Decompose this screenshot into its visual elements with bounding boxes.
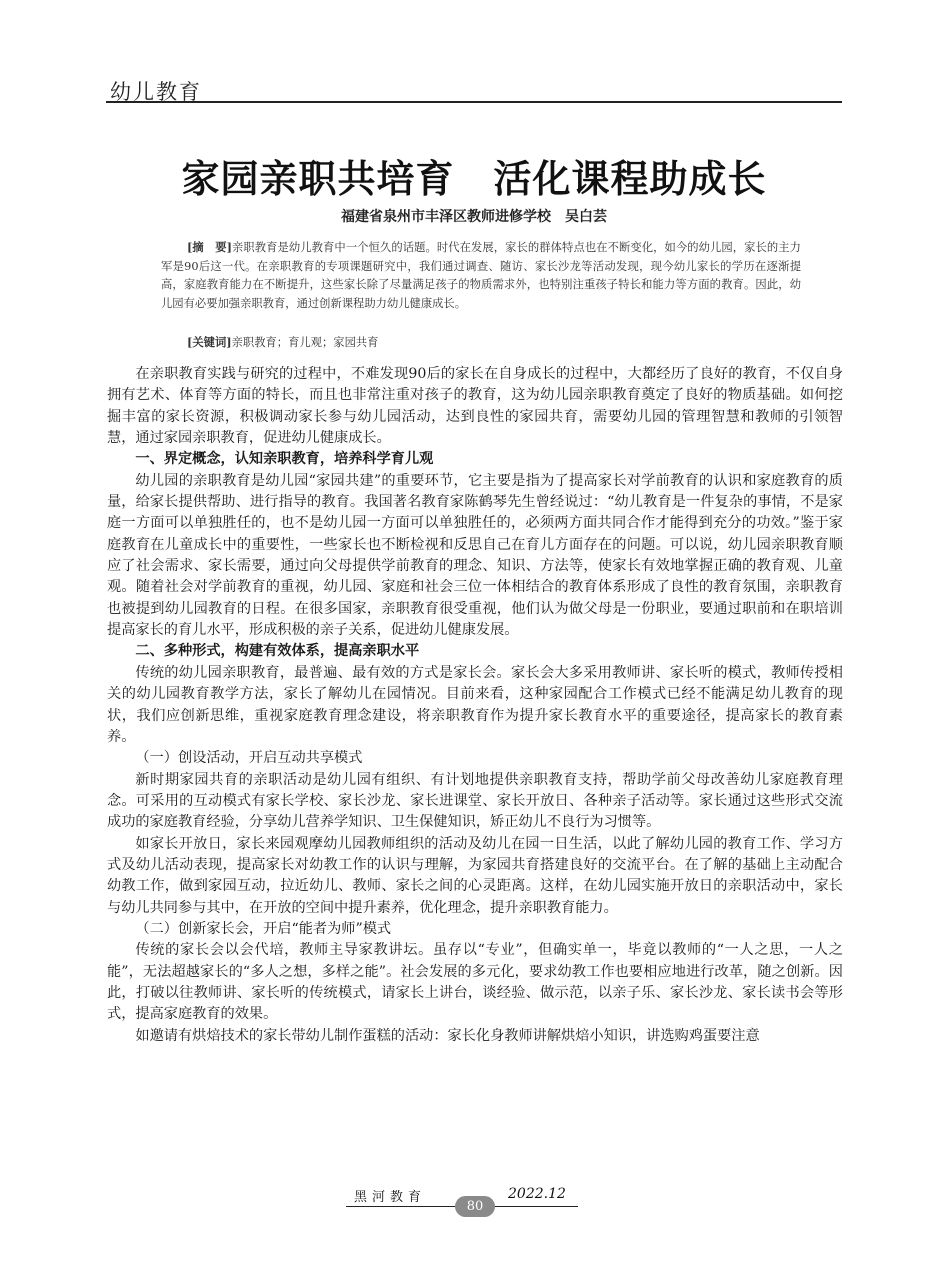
article-author: 福建省泉州市丰泽区教师进修学校 吴白芸 — [341, 209, 607, 225]
footer-issue-date: 2022.12 — [508, 1186, 566, 1202]
page-footer — [346, 1186, 578, 1216]
article-body — [107, 364, 843, 1047]
paragraph: 如邀请有烘焙技术的家长带幼儿制作蛋糕的活动：家长化身教师讲解烘焙小知识，讲选购鸡蛋要注意 — [135, 1027, 760, 1044]
abstract — [161, 238, 801, 313]
paragraph: 幼儿园的亲职教育是幼儿园“家园共建”的重要环节，它主要是指为了提高家长对学前教育的认识和家庭教育的质量，给家长提供帮助、进行指导的教育。我国著名教育家陈鹤琴先生曾经说过：“幼儿教育是一件复杂的事情，不是家庭一方面可以单独胜任的，也不是幼儿园一方面可以单独胜任的，必须两方面共同合作才能得到充分的功效。”鉴于家庭教育在儿童成长中的重要性，一些家长也不断检视和反思自己在育儿方面存在的问题。可以说，幼儿园亲职教育顺应了社会需求、家长需要，通过向父母提供学前教育的理念、知识、方法等，使家长有效地掌握正确的教育观、儿童观。随着社会对学前教育的重视，幼儿园、家庭和社会三位一体相结合的教育体系形成了良性的教育氛围，亲职教育也被提到幼儿园教育的日程。在很多国家，亲职教育很受重视，他们认为做父母是一份职业，要通过职前和在职培训提高家长的育儿水平，形成积极的亲子关系，促进幼儿健康发展。 — [107, 472, 843, 639]
subsection-heading: （一）创设活动，开启互动共享模式 — [135, 750, 363, 767]
paragraph: 传统的幼儿园亲职教育，最普遍、最有效的方式是家长会。家长会大多采用教师讲、家长听的模式，教师传授相关的幼儿园教育教学方法，家长了解幼儿在园情况。目前来看，这种家园配合工作模式已经不能满足幼儿教育的现状，我们应创新思维，重视家庭教育理念建设，将亲职教育作为提升家长教育水平的重要途径，提高家长的教育素养。 — [107, 664, 843, 745]
paragraph: 新时期家园共育的亲职活动是幼儿园有组织、有计划地提供亲职教育支持，帮助学前父母改善幼儿家庭教育理念。可采用的互动模式有家长学校、家长沙龙、家长进课堂、家长开放日、各种亲子活动等。家长通过这些形式交流成功的家庭教育经验，分享幼儿营养学知识、卫生保健知识，矫正幼儿不良行为习惯等。 — [107, 771, 843, 831]
page-number-badge: 80 — [455, 1196, 495, 1217]
paragraph: 在亲职教育实践与研究的过程中，不难发现90后的家长在自身成长的过程中，大都经历了良好的教育，不仅自身拥有艺术、体育等方面的特长，而且也非常注重对孩子的教育，这为幼儿园亲职教育奠定了良好的物质基础。如何挖掘丰富的家长资源，积极调动家长参与幼儿园活动，达到良性的家园共育，需要幼儿园的管理智慧和教师的引领智慧，通过家园亲职教育，促进幼儿健康成长。 — [107, 366, 843, 447]
keywords — [187, 333, 797, 353]
section-tag: 幼儿教育 — [110, 80, 202, 104]
section-heading: 一、界定概念，认知亲职教育，培养科学育儿观 — [135, 451, 434, 468]
section-heading: 二、多种形式，构建有效体系，提高亲职水平 — [135, 643, 420, 660]
abstract-text: 亲职教育是幼儿教育中一个恒久的话题。时代在发展，家长的群体特点也在不断变化，如今的幼儿园，家长的主力军是90后这一代。在亲职教育的专项课题研究中，我们通过调查、随访、家长沙龙等活动发现，现今幼儿家长的学历在逐渐提高，家庭教育能力在不断提升，这些家长除了尽量满足孩子的物质需求外，也特别注重孩子特长和能力等方面的教育。因此，幼儿园有必要加强亲职教育，通过创新课程助力幼儿健康成长。 — [161, 241, 801, 310]
paragraph: 如家长开放日，家长来园观摩幼儿园教师组织的活动及幼儿在园一日生活，以此了解幼儿园的教育工作、学习方式及幼儿活动表现，提高家长对幼教工作的认识与理解，为家园共育搭建良好的交流平台。在了解的基础上主动配合幼教工作，做到家园互动，拉近幼儿、教师、家长之间的心灵距离。这样，在幼儿园实施开放日的亲职活动中，家长与幼儿共同参与其中，在开放的空间中提升素养，优化理念，提升亲职教育能力。 — [107, 835, 843, 916]
footer-journal-name: 黑河教育 — [354, 1190, 427, 1205]
abstract-label: [摘 要] — [187, 240, 232, 254]
keywords-label: [关键词] — [187, 335, 232, 349]
subsection-heading: （二）创新家长会，开启“能者为师”模式 — [135, 920, 392, 937]
header-rule — [106, 101, 842, 103]
paragraph: 传统的家长会以会代培，教师主导家教讲坛。虽存以“专业”，但确实单一，毕竟以教师的“一人之思，一人之能”，无法超越家长的“多人之想，多样之能”。社会发展的多元化，要求幼教工作也要相应地进行改革，随之创新。因此，打破以往教师讲、家长听的传统模式，请家长上讲台，谈经验、做示范，以亲子乐、家长沙龙、家长读书会等形式，提高家庭教育的效果。 — [107, 942, 843, 1023]
article-title: 家园亲职共培育 活化课程助成长 — [181, 156, 767, 201]
keywords-text: 亲职教育；育儿观；家园共育 — [231, 336, 379, 349]
